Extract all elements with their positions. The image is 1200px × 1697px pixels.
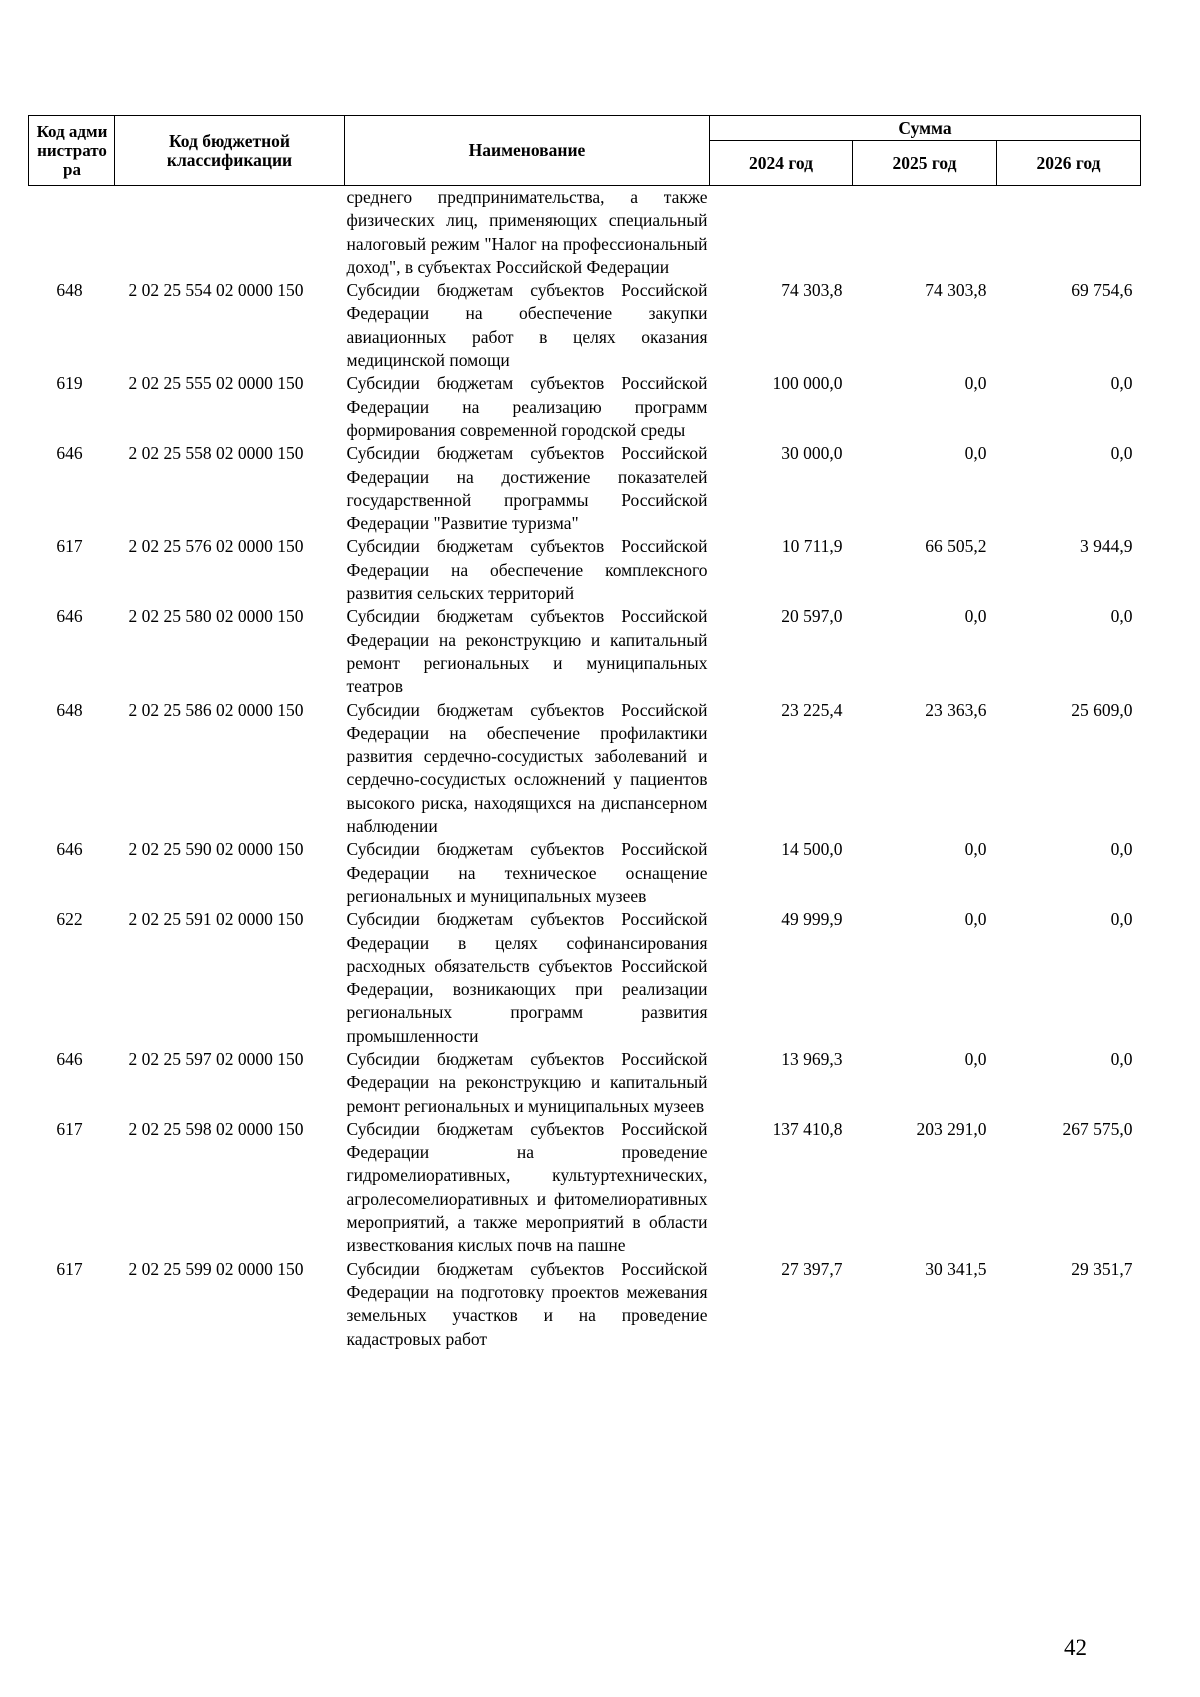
name-cell: Субсидии бюджетам субъектов Российской Федерации на реализацию программ формирования современной городской среды <box>346 373 708 440</box>
admin-code-cell: 617 <box>56 536 83 557</box>
table-body <box>29 186 1141 1351</box>
name-cell: Субсидии бюджетам субъектов Российской Федерации на обеспечение профилактики развития сердечно-сосудистых заболеваний и сердечно-сосудистых осложнений у пациентов высокого риска, находящихся на диспансерном наблюдении <box>346 699 708 837</box>
amount-2025-cell: 66 505,2 <box>925 536 987 557</box>
name-cell: Субсидии бюджетам субъектов Российской Федерации на реконструкцию и капитальный ремонт региональных и муниципальных музеев <box>346 1048 708 1116</box>
amount-2026-cell: 0,0 <box>1110 1048 1133 1069</box>
kbk-cell: 2 02 25 597 02 0000 150 <box>128 1048 304 1069</box>
page-number: 42 <box>1064 1635 1087 1660</box>
amount-2026-cell: 69 754,6 <box>1071 280 1133 301</box>
name-cell: Субсидии бюджетам субъектов Российской Федерации на проведение гидромелиоративных, культуртехнических, агролесомелиоративных и фитомелиоративных мероприятий, а также мероприятий в области известкования кислых почв на пашне <box>346 1118 708 1256</box>
admin-code-cell: 617 <box>56 1118 83 1139</box>
admin-code-cell: 619 <box>56 373 83 394</box>
budget-revenue-table <box>28 115 1141 1351</box>
amount-2025-cell: 30 341,5 <box>925 1258 987 1279</box>
amount-2024-cell: 23 225,4 <box>781 699 843 720</box>
kbk-cell: 2 02 25 599 02 0000 150 <box>128 1258 304 1279</box>
amount-2024-cell: 30 000,0 <box>781 443 843 464</box>
amount-2025-cell: 203 291,0 <box>916 1118 987 1139</box>
header-sum: Сумма <box>710 116 1141 141</box>
document-page <box>28 115 1140 1351</box>
table-row-continuation <box>29 186 1141 280</box>
table-row <box>29 1048 1141 1118</box>
table-row <box>29 605 1141 698</box>
admin-code-cell: 646 <box>56 839 83 860</box>
table-row <box>29 699 1141 839</box>
header-name: Наименование <box>345 116 710 186</box>
amount-2026-cell: 267 575,0 <box>1062 1118 1133 1139</box>
table-row <box>29 1118 1141 1258</box>
name-cell: Субсидии бюджетам субъектов Российской Федерации на подготовку проектов межевания земельных участков и на проведение кадастровых работ <box>346 1258 708 1349</box>
amount-2025-cell: 0,0 <box>964 839 987 860</box>
header-year-2026: 2026 год <box>997 141 1141 186</box>
admin-code-cell: 646 <box>56 1048 83 1069</box>
admin-code-cell: 648 <box>56 699 83 720</box>
amount-2024-cell: 74 303,8 <box>781 280 843 301</box>
header-kbk: Код бюджетной классификации <box>115 116 345 186</box>
table-row <box>29 442 1141 535</box>
amount-2026-cell: 0,0 <box>1110 909 1133 930</box>
amount-2026-cell: 29 351,7 <box>1071 1258 1133 1279</box>
kbk-cell: 2 02 25 576 02 0000 150 <box>128 536 304 557</box>
amount-2025-cell: 23 363,6 <box>925 699 987 720</box>
table-row <box>29 838 1141 908</box>
kbk-cell: 2 02 25 554 02 0000 150 <box>128 280 304 301</box>
amount-2025-cell: 0,0 <box>964 606 987 627</box>
table-row <box>29 908 1141 1048</box>
kbk-cell: 2 02 25 555 02 0000 150 <box>128 373 304 394</box>
kbk-cell: 2 02 25 558 02 0000 150 <box>128 443 304 464</box>
table-row <box>29 1258 1141 1351</box>
amount-2025-cell: 0,0 <box>964 909 987 930</box>
kbk-cell: 2 02 25 598 02 0000 150 <box>128 1118 304 1139</box>
amount-2025-cell: 0,0 <box>964 443 987 464</box>
name-cell: Субсидии бюджетам субъектов Российской Федерации на реконструкцию и капитальный ремонт региональных и муниципальных театров <box>346 606 708 697</box>
name-cell: Субсидии бюджетам субъектов Российской Федерации в целях софинансирования расходных обязательств субъектов Российской Федерации, возникающих при реализации региональных программ развития промышленности <box>346 909 708 1046</box>
admin-code-cell: 646 <box>56 443 83 464</box>
amount-2024-cell: 20 597,0 <box>781 606 843 627</box>
amount-2024-cell: 49 999,9 <box>781 909 843 930</box>
amount-2024-cell: 137 410,8 <box>772 1118 843 1139</box>
admin-code-cell: 617 <box>56 1258 83 1279</box>
name-cell: Субсидии бюджетам субъектов Российской Федерации на техническое оснащение региональных и муниципальных музеев <box>346 839 708 906</box>
amount-2024-cell: 100 000,0 <box>772 373 843 394</box>
amount-2025-cell: 0,0 <box>964 1048 987 1069</box>
amount-2026-cell: 0,0 <box>1110 373 1133 394</box>
amount-2025-cell: 74 303,8 <box>925 280 987 301</box>
admin-code-cell: 646 <box>56 606 83 627</box>
amount-2024-cell: 27 397,7 <box>781 1258 843 1279</box>
table-header <box>29 116 1141 186</box>
header-year-2025: 2025 год <box>853 141 997 186</box>
amount-2026-cell: 0,0 <box>1110 606 1133 627</box>
continuation-text: среднего предпринимательства, а также физических лиц, применяющих специальный налоговый режим "Налог на профессиональный доход", в субъектах Российской Федерации <box>346 187 708 277</box>
amount-2026-cell: 0,0 <box>1110 443 1133 464</box>
admin-code-cell: 648 <box>56 280 83 301</box>
kbk-cell: 2 02 25 591 02 0000 150 <box>128 909 304 930</box>
amount-2024-cell: 14 500,0 <box>781 839 843 860</box>
name-cell: Субсидии бюджетам субъектов Российской Федерации на достижение показателей государственной программы Российской Федерации "Развитие туризма" <box>346 443 708 534</box>
kbk-cell: 2 02 25 580 02 0000 150 <box>128 606 304 627</box>
amount-2026-cell: 25 609,0 <box>1071 699 1133 720</box>
table-row <box>29 372 1141 442</box>
table-row <box>29 535 1141 605</box>
header-year-2024: 2024 год <box>710 141 853 186</box>
amount-2026-cell: 3 944,9 <box>1080 536 1133 557</box>
amount-2025-cell: 0,0 <box>964 373 987 394</box>
admin-code-cell: 622 <box>56 909 83 930</box>
name-cell: Субсидии бюджетам субъектов Российской Федерации на обеспечение закупки авиационных работ в целях оказания медицинской помощи <box>346 280 708 371</box>
kbk-cell: 2 02 25 590 02 0000 150 <box>128 839 304 860</box>
amount-2024-cell: 10 711,9 <box>781 536 843 557</box>
kbk-cell: 2 02 25 586 02 0000 150 <box>128 699 304 720</box>
name-cell: Субсидии бюджетам субъектов Российской Федерации на обеспечение комплексного развития сельских территорий <box>346 536 708 604</box>
table-row <box>29 279 1141 372</box>
amount-2026-cell: 0,0 <box>1110 839 1133 860</box>
header-admin-code: Код администратора <box>29 116 115 186</box>
amount-2024-cell: 13 969,3 <box>781 1048 843 1069</box>
